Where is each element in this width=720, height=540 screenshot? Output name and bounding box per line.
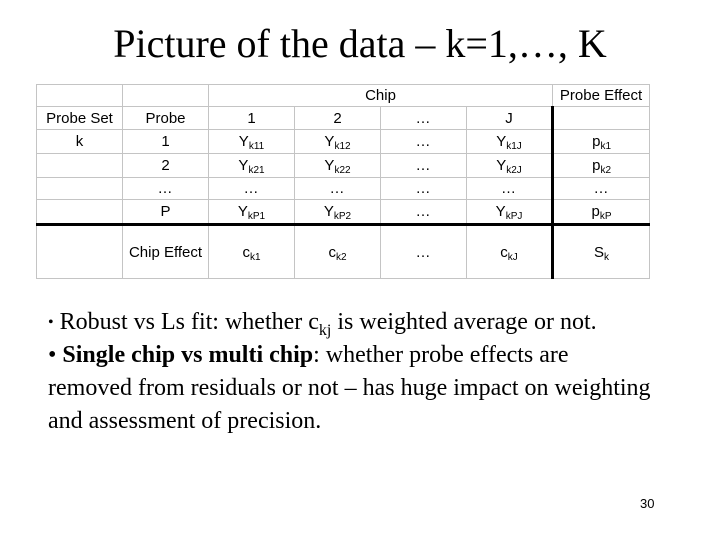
bullet-text: is weighted average or not. [331, 309, 597, 335]
bullet-bold-text: Single chip vs multi chip [56, 342, 314, 368]
bullet-single-vs-multi [48, 339, 658, 438]
data-cell: … [209, 178, 295, 200]
probe-effect-header: Probe Effect [553, 85, 650, 107]
chip-effect-cell: … [381, 225, 467, 279]
probe-effect-cell: $p_{k2}$ [553, 154, 650, 178]
table-subheader-row [37, 107, 650, 130]
chip-col-header: 2 [295, 107, 381, 130]
data-cell: … [381, 154, 467, 178]
probe-id: 1 [123, 130, 209, 154]
empty-cell [37, 225, 123, 279]
slide-title: Picture of the data – k=1,…, K [113, 21, 607, 66]
probe-id: … [123, 178, 209, 200]
bullet-robust-vs-ls [48, 306, 658, 339]
data-cell: $Y_{k12}$ [295, 130, 381, 154]
probe-set-header: Probe Set [37, 107, 123, 130]
data-cell: $Y_{k1J}$ [467, 130, 553, 154]
total-effect-cell: $S_k$ [553, 225, 650, 279]
probe-effect-cell: $p_{kP}$ [553, 200, 650, 225]
data-cell: $Y_{k2J}$ [467, 154, 553, 178]
bullet-list [48, 306, 658, 438]
chip-effect-row [37, 225, 650, 279]
data-cell: $Y_{k11}$ [209, 130, 295, 154]
data-cell: … [295, 178, 381, 200]
chip-effect-cell: $c_{kJ}$ [467, 225, 553, 279]
probe-header: Probe [123, 107, 209, 130]
chip-effect-cell: $c_{k2}$ [295, 225, 381, 279]
bullet-text: : whether probe effects are removed from residuals or not – has huge impact on weighting and assessment of precision. [48, 342, 651, 434]
empty-cell [37, 154, 123, 178]
bullet-dot: • [48, 314, 54, 331]
data-cell: … [467, 178, 553, 200]
chip-header: Chip [209, 85, 553, 107]
bullet-text: Robust vs Ls fit: whether c [53, 309, 319, 335]
table-header-row [37, 85, 650, 107]
data-cell: … [381, 130, 467, 154]
empty-cell [37, 200, 123, 225]
empty-cell [37, 178, 123, 200]
chip-effect-cell: $c_{k1}$ [209, 225, 295, 279]
probe-effect-cell: $p_{k1}$ [553, 130, 650, 154]
probe-effect-cell: … [553, 178, 650, 200]
probe-id: 2 [123, 154, 209, 178]
empty-cell [123, 85, 209, 107]
data-cell: $Y_{kPJ}$ [467, 200, 553, 225]
data-cell: … [381, 178, 467, 200]
table-row [37, 154, 650, 178]
chip-col-header: 1 [209, 107, 295, 130]
data-cell: $Y_{kP2}$ [295, 200, 381, 225]
bullet-dot: • [48, 342, 57, 368]
table-row [37, 200, 650, 225]
table-row [37, 130, 650, 154]
chip-col-header: J [467, 107, 553, 130]
empty-cell [553, 107, 650, 130]
data-cell: $Y_{kP1}$ [209, 200, 295, 225]
empty-cell [37, 85, 123, 107]
data-cell: $Y_{k22}$ [295, 154, 381, 178]
probe-set-value: k [37, 130, 123, 154]
probe-id: P [123, 200, 209, 225]
table-row [37, 178, 650, 200]
page-number: 30 [640, 496, 655, 511]
data-cell: … [381, 200, 467, 225]
chip-col-header: … [381, 107, 467, 130]
subscript-kj: kj [318, 322, 332, 339]
chip-effect-label: Chip Effect [123, 225, 209, 279]
data-table [36, 84, 650, 279]
data-cell: $Y_{k21}$ [209, 154, 295, 178]
